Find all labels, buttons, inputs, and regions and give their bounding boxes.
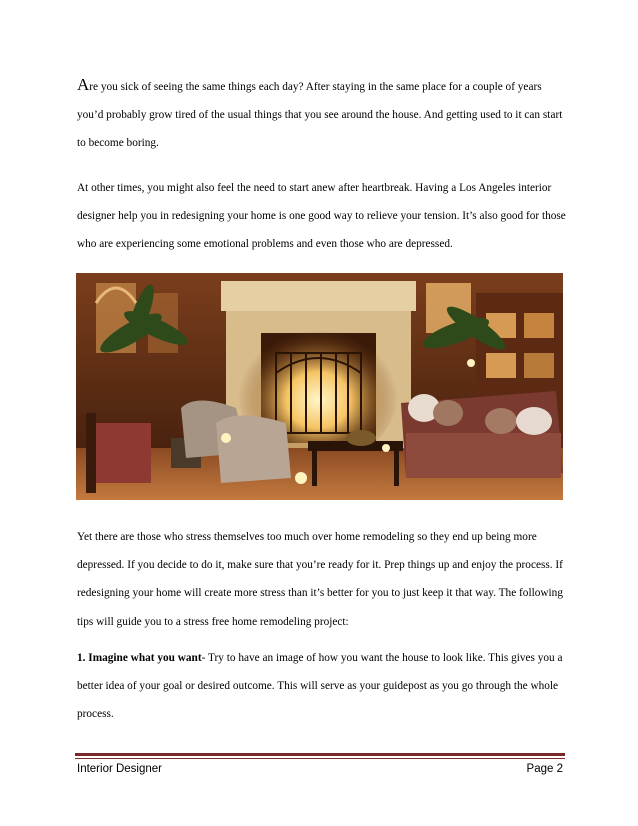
page-number: Page 2 bbox=[526, 763, 563, 775]
drop-cap: A bbox=[77, 75, 90, 94]
tip-1-heading: 1. Imagine what you want bbox=[77, 652, 202, 664]
intro-paragraph bbox=[77, 73, 567, 158]
footer-rule-thin bbox=[75, 758, 565, 759]
living-room-illustration bbox=[76, 273, 563, 500]
intro-text: re you sick of seeing the same things each day? After staying in the same place for a couple of years you’d probably grow tired of the usual things that you see around the house. And getting used to it can start to become boring. bbox=[77, 81, 563, 150]
tip-1-text: - Try to have an image of how you want the house to look like. This gives you a better idea of your goal or desired outcome. This will serve as your guidepost as you go through the whole process. bbox=[77, 652, 563, 721]
tip-1-paragraph bbox=[77, 644, 567, 729]
footer-rule-thick bbox=[75, 753, 565, 756]
paragraph-stress: Yet there are those who stress themselves too much over home remodeling so they end up being more depressed. If you decide to do it, make sure that you’re ready for it. Prep things up and enjoy the process. If redesigning your home will create more stress than it’s better for you to just keep it that way. The following tips will guide you to a stress free home remodeling project: bbox=[77, 531, 563, 628]
paragraph-heartbreak: At other times, you might also feel the need to start anew after heartbreak. Having a Los Angeles interior designer help you in redesigning your home is one good way to relieve your tension. It’s also good for those who are experiencing some emotional problems and even those who are depressed. bbox=[77, 182, 566, 251]
living-room-photo bbox=[76, 273, 563, 500]
footer-title: Interior Designer bbox=[77, 763, 163, 775]
